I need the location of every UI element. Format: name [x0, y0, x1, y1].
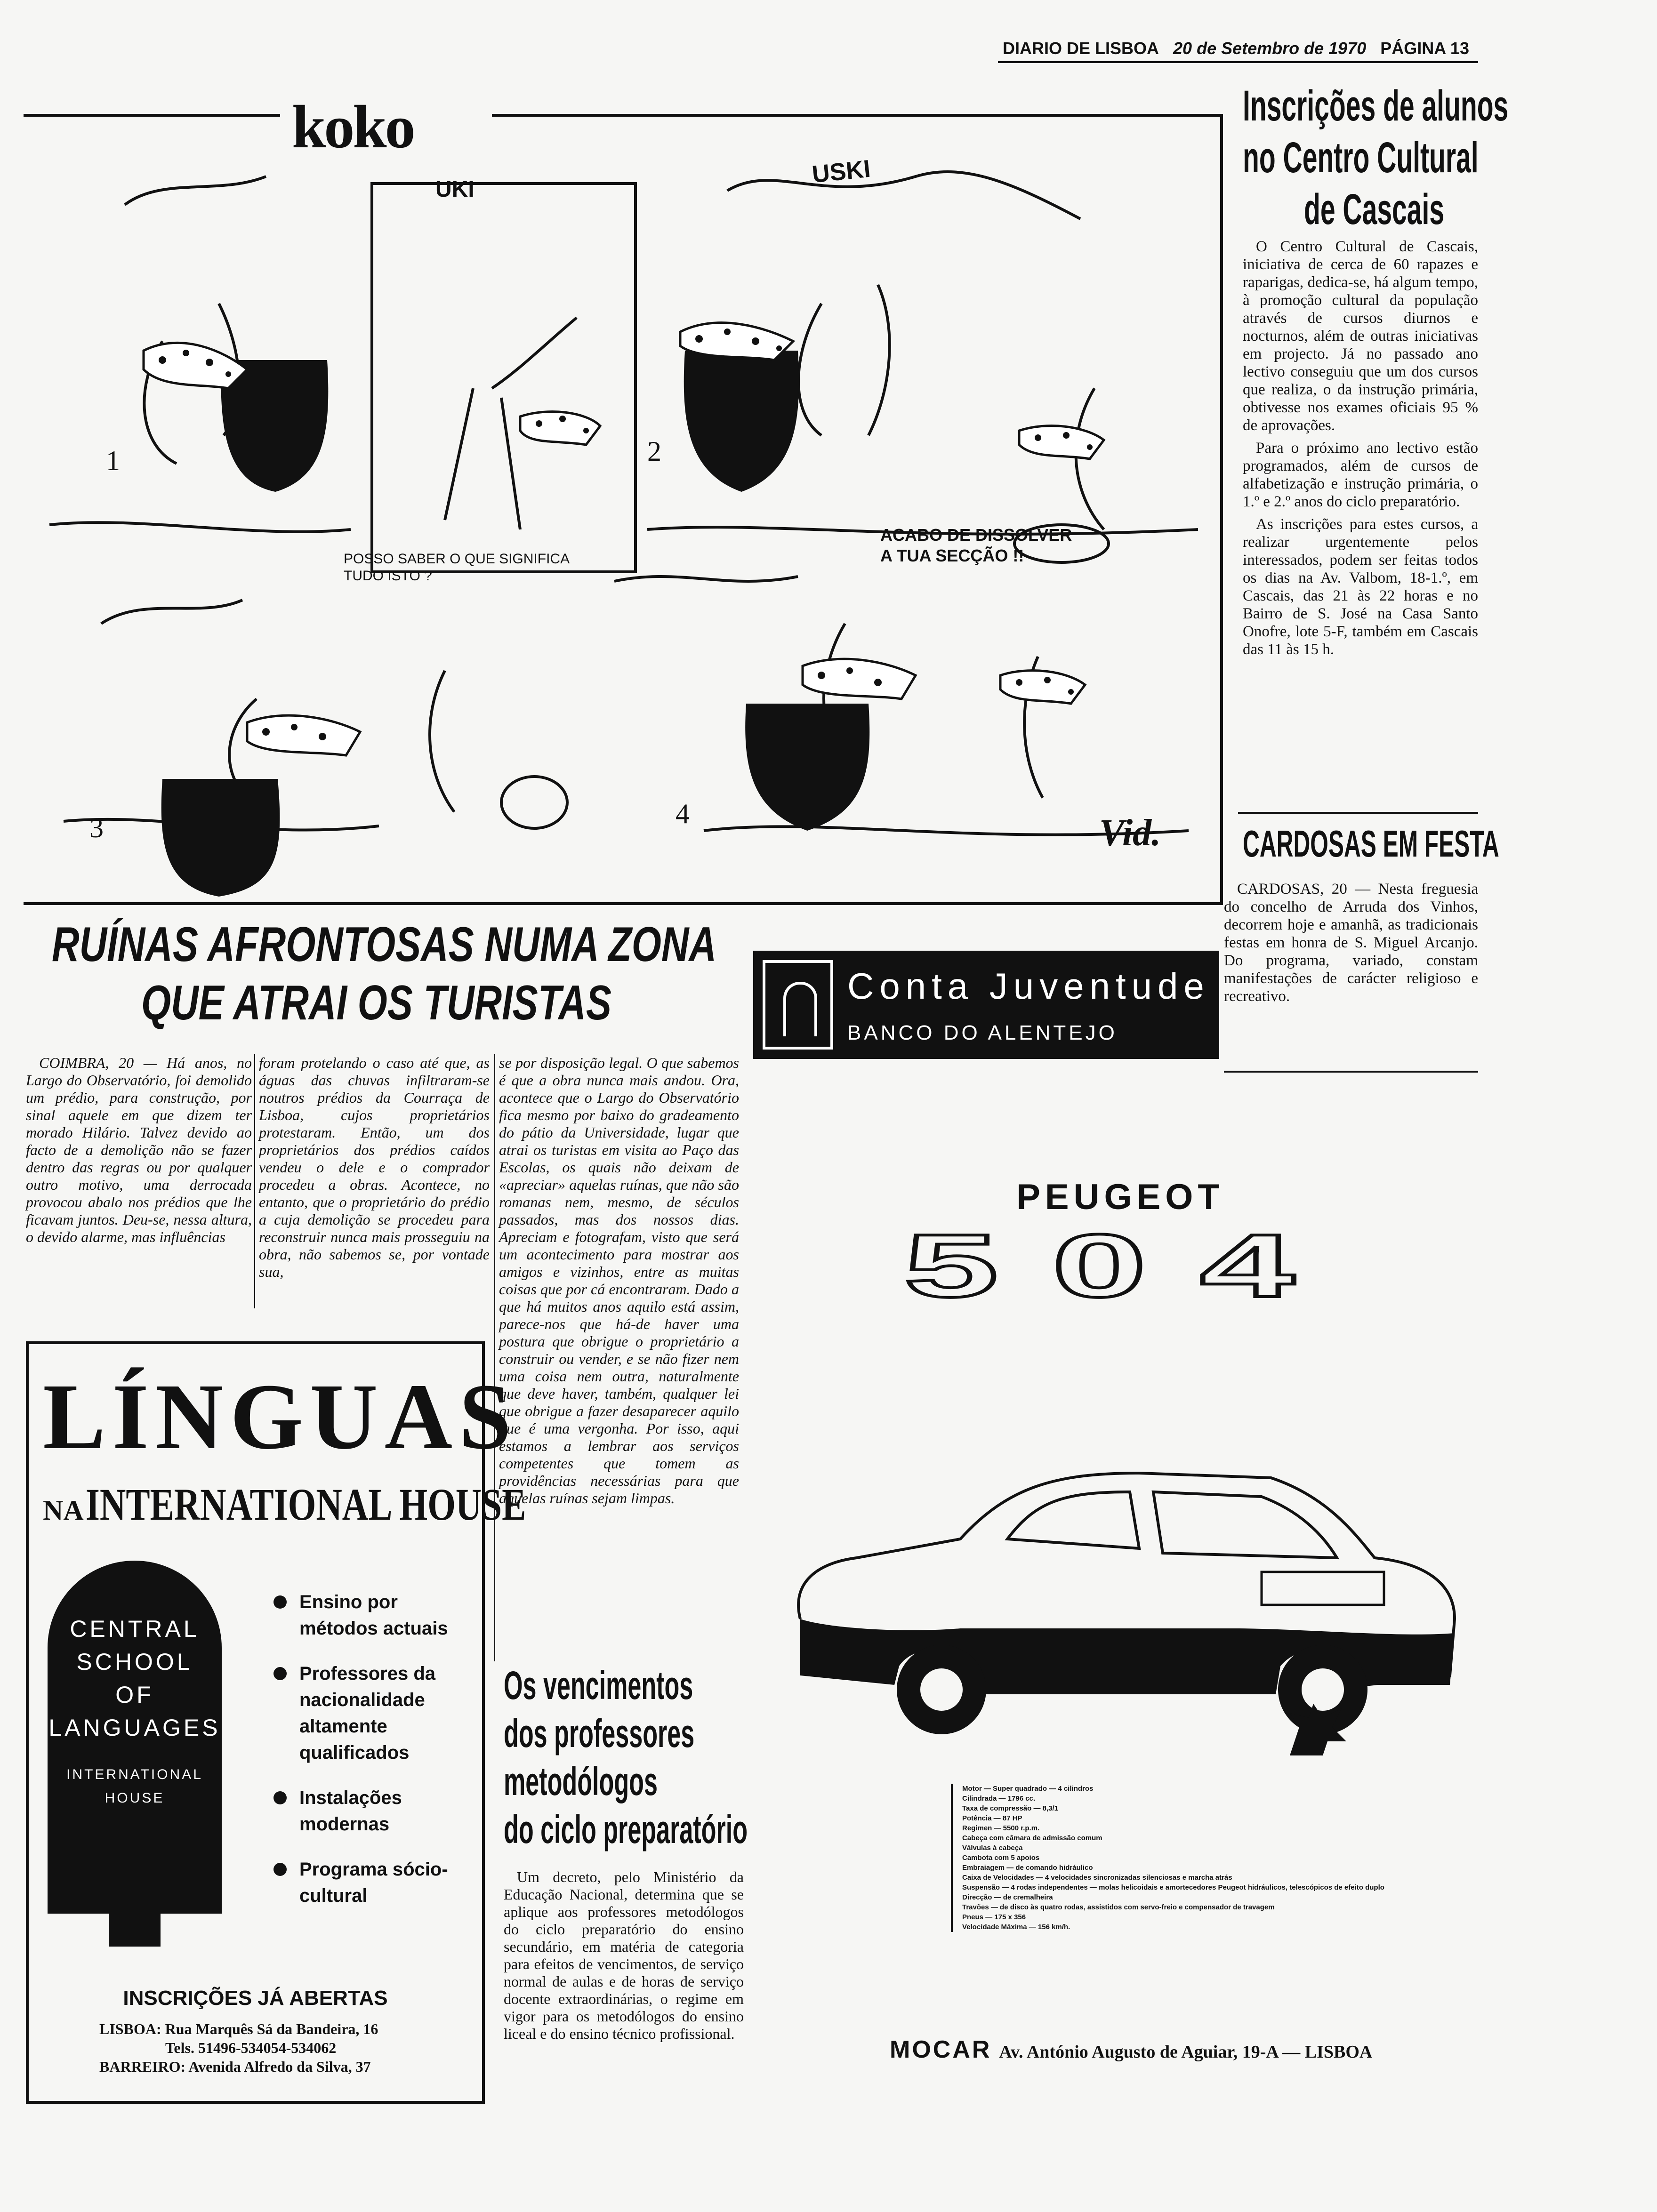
comic-panel-number-2: 2 — [647, 436, 661, 467]
inscricoes-title-line2: no Centro Cultural — [1243, 134, 1479, 182]
bullet-text-4: Programa sócio-cultural — [299, 1859, 448, 1906]
bullet-item-2 — [273, 1660, 471, 1766]
comic-panel-number-1: 1 — [106, 445, 120, 476]
header-page-number: PÁGINA 13 — [1380, 39, 1469, 58]
banco-logo-icon — [763, 960, 833, 1050]
header-date: 20 de Setembro de 1970 — [1173, 39, 1367, 58]
badge-line-2: SCHOOL — [76, 1649, 193, 1675]
ruinas-column-2 — [259, 1054, 490, 1285]
dealer-name: MOCAR — [890, 2036, 992, 2063]
ruinas-headline-line2: QUE ATRAI OS TURISTAS — [141, 976, 611, 1030]
comic-strip — [21, 93, 1224, 906]
linguas-addresses — [99, 2020, 467, 2076]
ad-peugeot — [763, 1115, 1478, 2085]
peugeot-dealer — [890, 2036, 1455, 2064]
bullet-item-4 — [273, 1856, 471, 1909]
spec-line: Direcção — de cremalheira — [962, 1893, 1053, 1901]
inscricoes-title-line3: de Cascais — [1304, 185, 1445, 233]
article-inscricoes-title — [1243, 80, 1509, 233]
spec-line: Cambota com 5 apoios — [962, 1854, 1040, 1862]
linguas-subtitle-prefix: NA — [43, 1495, 84, 1526]
peugeot-car-illustration — [763, 1337, 1478, 1741]
page-header — [1003, 39, 1478, 62]
bullet-dot-icon — [273, 1791, 287, 1804]
ruinas-col-divider-2 — [494, 1054, 495, 1661]
comic-snore-2: UKI — [435, 177, 475, 202]
banco-tagline: Conta Juventude — [847, 965, 1210, 1007]
badge-pedestal — [48, 1899, 222, 1914]
ruinas-col3-text: se por disposição legal. O que sabemos é que a obra nunca mais andou. Ora, acontece que o Largo do Observatório fica mesmo por baixo do gradeamento do pátio da Universidade, lugar que atrai os turistas em visita ao Paço das Escolas, os quais não deixam de «apreciar» aquelas ruínas, que não são romanas nem, mesmo, de séculos passados, mas dos nossos dias. Apreciam e fotografam, visto que será um acontecimento para mostrar aos amigos e vizinhos, entre as muitas coisas que por cá encontraram. Dado a que há muitos anos aquilo está assim, parece-nos que há-de haver uma postura que obrigue o proprietário a construir ou vender, e se não fizer nem uma coisa nem outra, naturalmente que deve haver, também, qualquer lei que obrigue a fazer desaparecer aquilo que é uma vergonha. Por isso, aqui estamos a lembrar aos serviços competentes que tomem as providências necessárias para que aquelas ruínas sejam limpas. — [499, 1054, 739, 1507]
ad-banco-alentejo — [753, 951, 1219, 1059]
vencimentos-title-line1: Os vencimentos — [504, 1663, 693, 1707]
central-school-badge — [48, 1561, 222, 1899]
comic-panel-number-4: 4 — [676, 798, 690, 829]
bullet-text-1: Ensino por métodos actuais — [299, 1592, 448, 1639]
spec-line: Embraiagem — de comando hidráulico — [962, 1864, 1093, 1872]
ruinas-col2-text: foram protelando o caso até que, as águas das chuvas infiltraram-se noutros prédios da Courraça de Lisboa, cujos proprietários protestaram. Então, um dos proprietários dos prédios caídos vendeu o dele e o comprador procedeu a obras. Acontece, no entanto, que o proprietário do prédio a cuja demolição se procedeu para reconstruir nunca mais prosseguiu na obra, não sabemos se, por vontade sua, — [259, 1054, 490, 1280]
inscricoes-divider — [1238, 812, 1478, 814]
dealer-address: Av. António Augusto de Aguiar, 19-A — LISBOA — [999, 2042, 1373, 2062]
header-paper-name: DIARIO DE LISBOA — [1003, 39, 1159, 58]
comic-bubble-4-line2: A TUA SECÇÃO !! — [880, 546, 1024, 565]
inscricoes-title-line1: Inscrições de alunos — [1243, 82, 1509, 130]
comic-art — [21, 106, 1224, 906]
inscricoes-paragraph-1: O Centro Cultural de Cascais, iniciativa de cerca de 60 rapazes e raparigas, dedica-se, há algum tempo, à promoção cultural da população através de cursos diurnos e nocturnos, além de outras iniciativas em projecto. Já no passado ano lectivo conseguiu que um dos cursos que realiza, o da instrução primária, obtivesse nos exames oficiais 95 % de aprovações. — [1243, 238, 1478, 434]
bullet-item-3 — [273, 1785, 471, 1837]
ruinas-column-1 — [26, 1054, 252, 1250]
vencimentos-title-line3: metodólogos — [504, 1759, 658, 1803]
linguas-title: LÍNGUAS — [43, 1365, 518, 1469]
comic-title: koko — [292, 93, 414, 161]
ruinas-col-divider-1 — [254, 1054, 255, 1308]
peugeot-model: 504 — [904, 1216, 1349, 1316]
comic-speech-bubble-4 — [880, 525, 1172, 566]
banco-name: BANCO DO ALENTEJO — [847, 1021, 1118, 1044]
vencimentos-paragraph: Um decreto, pelo Ministério da Educação Nacional, determina que se aplique aos professores metodólogos do ciclo preparatório do ensino secundário, em matéria de categoria para efeitos de vencimentos, de serviço normal de aulas e de horas de serviço docente extraordinárias, o regime em vigor para os metodólogos do ensino liceal e do ensino técnico profissional. — [504, 1868, 744, 2042]
badge-line-4: LANGUAGES — [48, 1715, 221, 1741]
linguas-subtitle-main: INTERNATIONAL HOUSE — [85, 1479, 526, 1530]
spec-line: Motor — Super quadrado — 4 cilindros — [962, 1785, 1094, 1793]
barreiro-address: Avenida Alfredo da Silva, 37 — [188, 2058, 371, 2075]
comic-snore-3: USKI — [811, 155, 872, 189]
bullet-dot-icon — [273, 1863, 287, 1876]
lisboa-phones: Tels. 51496-534054-534062 — [165, 2039, 337, 2056]
comic-panel-number-3: 3 — [89, 812, 104, 843]
badge-line-3: OF — [115, 1682, 154, 1708]
comic-speech-bubble-3: POSSO SABER O QUE SIGNIFICA TUDO ISTO ? — [344, 551, 569, 584]
ruinas-col1-text: COIMBRA, 20 — Há anos, no Largo do Observatório, foi demolido um prédio, para construção, por sinal aquele em que dizem ter morado Hilário. Talvez devido ao facto de a demolição não se fazer dentro das regras ou por qualquer outro motivo, uma derrocada provocou abalo nos prédios que lhe ficavam juntos. Deu-se, nessa altura, o devido alarme, mas influências — [26, 1054, 252, 1245]
spec-line: Válvulas à cabeça — [962, 1844, 1023, 1852]
ruinas-column-3 — [499, 1054, 739, 1512]
bullet-dot-icon — [273, 1595, 287, 1609]
vencimentos-title-line2: dos professores — [504, 1711, 695, 1755]
peugeot-brand: PEUGEOT — [1016, 1177, 1224, 1217]
cardosas-divider — [1224, 1071, 1478, 1073]
vencimentos-body — [504, 1868, 744, 2047]
bullet-text-2: Professores da nacionalidade altamente qualificados — [299, 1663, 436, 1763]
lisboa-address: Rua Marquês Sá da Bandeira, 16 — [165, 2020, 378, 2037]
vencimentos-title-line4: do ciclo preparatório — [504, 1807, 748, 1851]
spec-line: Pneus — 175 x 356 — [962, 1913, 1026, 1921]
badge-line-6: HOUSE — [105, 1790, 165, 1806]
spec-line: Potência — 87 HP — [962, 1814, 1022, 1822]
inscricoes-paragraph-2: Para o próximo ano lectivo estão programados, além de cursos de alfabetização e instrução primária, o 1.º e 2.º anos do ciclo preparatório. — [1243, 440, 1478, 510]
linguas-inscricoes: INSCRIÇÕES JÁ ABERTAS — [123, 1987, 388, 2010]
spec-line: Suspensão — 4 rodas independentes — molas helicoidais e amortecedores Peugeot hidráulicos, telescópicos de efeito duplo — [962, 1883, 1384, 1891]
spec-line: Velocidade Máxima — 156 km/h. — [962, 1923, 1070, 1931]
barreiro-label: BARREIRO: — [99, 2058, 186, 2075]
linguas-subtitle — [43, 1478, 636, 1531]
ruinas-headline — [28, 915, 739, 1038]
bullet-dot-icon — [273, 1667, 287, 1680]
badge-line-5: INTERNATIONAL — [66, 1767, 203, 1782]
ruinas-headline-line1: RUÍNAS AFRONTOSAS NUMA ZONA — [52, 917, 717, 972]
cardosas-paragraph: CARDOSAS, 20 — Nesta freguesia do concelho de Arruda dos Vinhos, decorrem hoje e amanhã, as tradicionais festas em honra de S. Miguel Arcanjo. Do programa, variado, constam manifestações de carácter religioso e recreativo. — [1224, 881, 1478, 1005]
lisboa-label: LISBOA: — [99, 2020, 161, 2037]
comic-signature: Vid. — [1099, 812, 1161, 854]
inscricoes-paragraph-3: As inscrições para estes cursos, a realizar urgentemente pelos interessados, podem ser feitas todos os dias na Av. Valbom, 18-1.º, em Cascais, das 21 às 22 horas e no Bairro de S. José na Casa Santo Onofre, lote 5-F, também em Cascais das 11 às 15 h. — [1243, 516, 1478, 658]
badge-line-1: CENTRAL — [70, 1616, 200, 1642]
bullet-item-1 — [273, 1589, 471, 1642]
cardosas-body — [1224, 880, 1478, 1010]
spec-line: Cabeça com câmara de admissão comum — [962, 1834, 1102, 1842]
peugeot-lion-icon — [1280, 1699, 1356, 1760]
badge-stem — [109, 1914, 161, 1947]
spec-line: Caixa de Velocidades — 4 velocidades sincronizadas silenciosas e marcha atrás — [962, 1874, 1232, 1882]
ad-linguas — [26, 1341, 526, 2104]
vencimentos-title — [504, 1661, 748, 1859]
spec-line: Cilindrada — 1796 cc. — [962, 1795, 1036, 1803]
comic-bubble-4-line1: ACABO DE DISSOLVER — [880, 525, 1072, 545]
bullet-text-3: Instalações modernas — [299, 1787, 402, 1835]
header-rule — [998, 61, 1478, 63]
linguas-bullet-list — [273, 1589, 471, 1928]
cardosas-title: CARDOSAS EM FESTA — [1243, 823, 1499, 865]
peugeot-specs — [951, 1784, 1433, 1932]
spec-line: Taxa de compressão — 8,3/1 — [962, 1804, 1058, 1812]
spec-line: Regimen — 5500 r.p.m. — [962, 1824, 1040, 1832]
spec-line: Travões — de disco às quatro rodas, assistidos com servo-freio e compensador de travagem — [962, 1903, 1275, 1911]
article-inscricoes-body — [1243, 238, 1478, 663]
